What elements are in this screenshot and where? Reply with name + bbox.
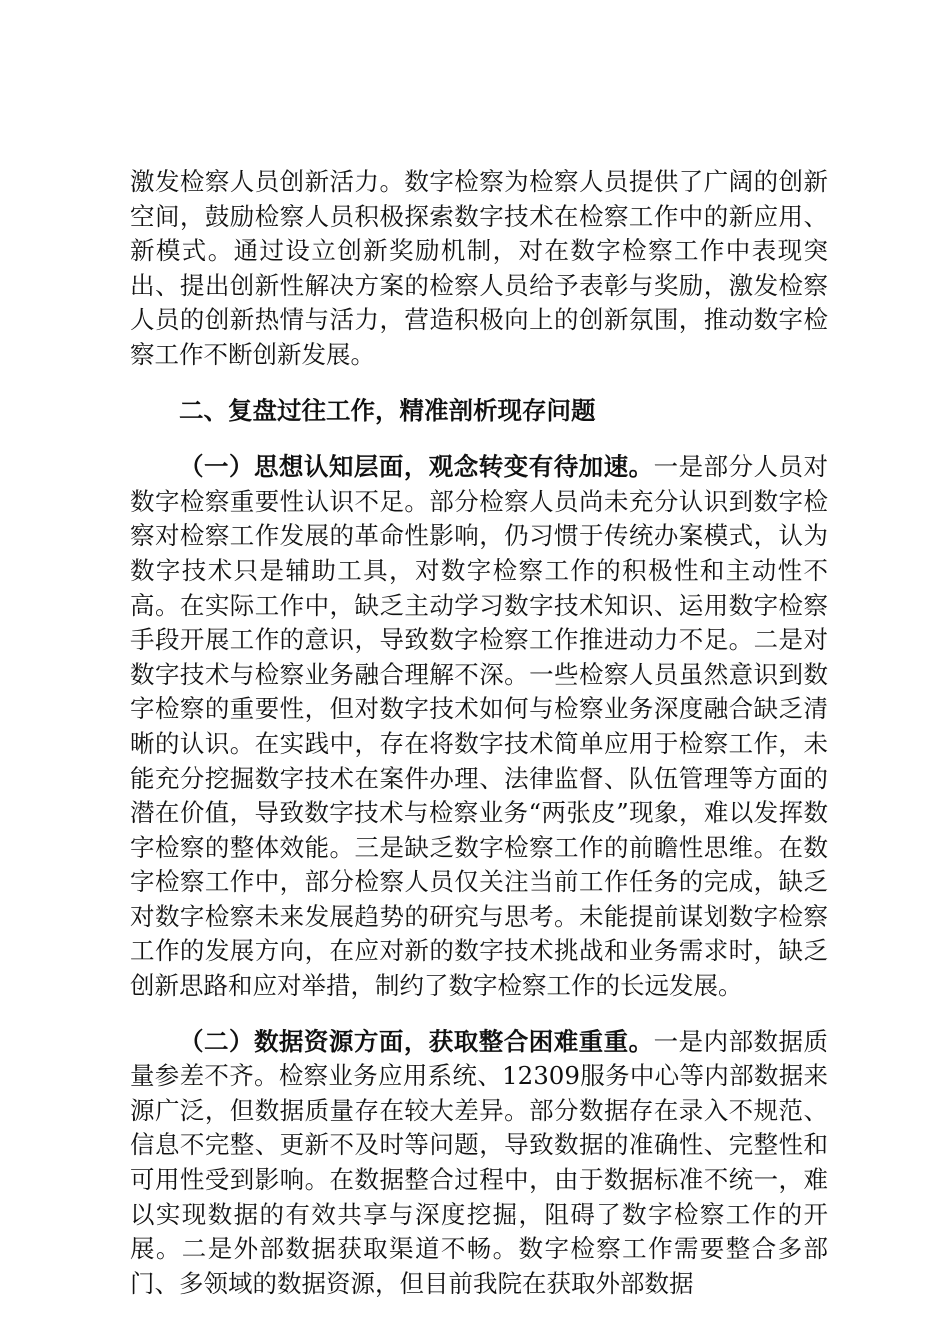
section-2-lead: （二）数据资源方面，获取整合困难重重。 (179, 1026, 654, 1056)
section-1-body: 一是部分人员对数字检察重要性认识不足。部分检察人员尚未充分认识到数字检察对检察工作发展的革命性影响，仍习惯于传统办案模式，认为数字技术只是辅助工具，对数字检察工作的积极性和主动性不高。在实际工作中，缺乏主动学习数字技术知识、运用数字检察手段开展工作的意识，导致数字检察工作推进动力不足。二是对数字技术与检察业务融合理解不深。一些检察人员虽然意识到数字检察的重要性，但对数字技术如何与检察业务深度融合缺乏清晰的认识。在实践中，存在将数字技术简单应用于检察工作，未能充分挖掘数字技术在案件办理、法律监督、队伍管理等方面的潜在价值，导致数字技术与检察业务“两张皮”现象，难以发挥数字检察的整体效能。三是缺乏数字检察工作的前瞻性思维。在数字检察工作中，部分检察人员仅关注当前工作任务的完成，缺乏对数字检察未来发展趋势的研究与思考。未能提前谋划数字检察工作的发展方向，在应对新的数字技术挑战和业务需求时，缺乏创新思路和应对举措，制约了数字检察工作的长远发展。 (130, 452, 829, 1001)
document-page (130, 165, 828, 1301)
section-2-paragraph (130, 1025, 828, 1302)
section-2-body: 一是内部数据质量参差不齐。检察业务应用系统、12309服务中心等内部数据来源广泛，但数据质量存在较大差异。部分数据存在录入不规范、信息不完整、更新不及时等问题，导致数据的准确性、完整性和可用性受到影响。在数据整合过程中，由于数据标准不统一，难以实现数据的有效共享与深度挖掘，阻碍了数字检察工作的开展。二是外部数据获取渠道不畅。数字检察工作需要整合多部门、多领域的数据资源，但目前我院在获取外部数据 (130, 1026, 829, 1298)
section-1-lead: （一）思想认知层面，观念转变有待加速。 (179, 452, 654, 482)
intro-paragraph: 激发检察人员创新活力。数字检察为检察人员提供了广阔的创新空间，鼓励检察人员积极探索数字技术在检察工作中的新应用、新模式。通过设立创新奖励机制，对在数字检察工作中表现突出、提出创新性解决方案的检察人员给予表彰与奖励，激发检察人员的创新热情与活力，营造积极向上的创新氛围，推动数字检察工作不断创新发展。 (130, 167, 828, 369)
section-heading-2: 二、复盘过往工作，精准剖析现存问题 (179, 395, 596, 425)
section-1-paragraph (130, 450, 828, 1004)
